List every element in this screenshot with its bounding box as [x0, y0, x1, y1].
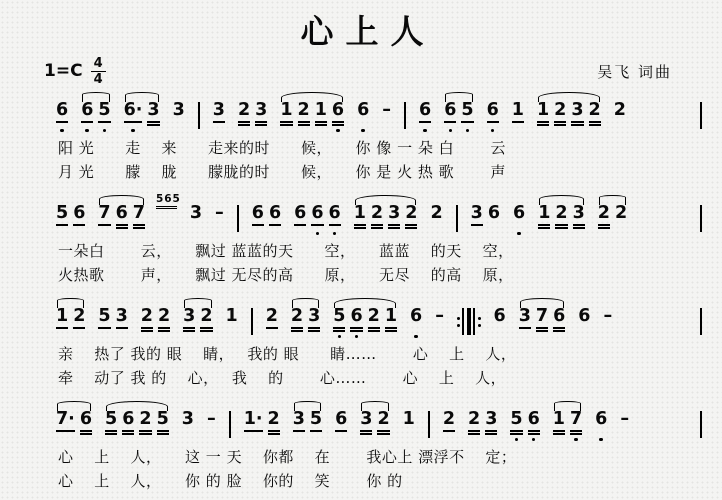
barline — [700, 205, 702, 232]
octave-dot — [333, 232, 337, 236]
slur-arc — [294, 401, 321, 411]
slur-arc — [334, 298, 396, 308]
octave-dot — [491, 129, 495, 133]
octave-dot — [532, 438, 536, 442]
note: 1· — [244, 410, 263, 441]
note: 5 — [98, 307, 110, 338]
note: 2 — [613, 100, 626, 120]
note: 6 — [311, 204, 323, 235]
octave-dot — [599, 438, 603, 442]
octave-dot — [414, 335, 418, 339]
octave-dot — [131, 129, 135, 133]
barline — [700, 102, 702, 129]
note: – — [215, 203, 224, 223]
octave-dot — [517, 232, 521, 236]
note: 7 — [536, 307, 548, 338]
note-group — [244, 399, 280, 441]
note: 3 — [183, 307, 195, 338]
note: – — [603, 306, 613, 326]
note: 1 — [553, 410, 565, 441]
note: 6 — [80, 410, 92, 441]
note: 2 — [468, 410, 480, 441]
note: 2 — [73, 307, 85, 338]
barline — [404, 102, 406, 129]
note-group — [598, 193, 627, 235]
key-tonic: 1=C — [44, 61, 83, 81]
octave-dot — [355, 335, 359, 339]
lyric-line: 牵 动了 我 的 心， 我 的 心…… 心 上 人， — [58, 368, 507, 387]
system — [56, 193, 706, 287]
slur-arc — [292, 298, 319, 308]
note-group — [335, 399, 347, 441]
system — [56, 296, 706, 390]
note-group — [173, 90, 185, 132]
octave-dot — [574, 438, 578, 442]
note: 6 — [493, 306, 506, 326]
note: 2 — [377, 410, 389, 441]
note-group — [98, 193, 145, 235]
note: 2 — [158, 307, 170, 338]
note: 6 — [350, 307, 362, 338]
note: 5 — [333, 307, 345, 338]
octave-dot — [85, 129, 89, 133]
note: 2 — [443, 410, 455, 441]
note: 3 — [485, 410, 497, 441]
note-group — [56, 296, 85, 338]
octave-dot — [336, 129, 340, 133]
note: 1 — [402, 409, 415, 429]
note-group — [56, 193, 85, 235]
note: 2 — [405, 204, 417, 235]
note: 6 — [122, 410, 134, 441]
note-group — [403, 399, 415, 441]
note-group — [419, 90, 431, 132]
note-group — [494, 296, 506, 338]
slur-arc — [184, 298, 211, 308]
note-group — [382, 90, 391, 132]
note: 6 — [578, 306, 591, 326]
note: 6 — [410, 307, 422, 338]
note: 6 — [487, 101, 499, 132]
note: 3 — [571, 101, 583, 132]
note: 2 — [298, 101, 310, 132]
note: 5 — [461, 101, 473, 132]
note-group — [124, 90, 160, 132]
note-group — [620, 399, 629, 441]
note-group — [512, 90, 524, 132]
lyric-line: 一朵白 云， 飘过 蓝蓝的天 空， 蓝蓝 的天 空， — [58, 242, 514, 260]
score — [12, 86, 712, 493]
note: 2 — [139, 410, 151, 441]
note: 6 — [444, 101, 456, 132]
note-group — [444, 90, 473, 132]
octave-dot — [466, 129, 470, 133]
meta-row — [12, 52, 712, 86]
barline — [198, 102, 200, 129]
key-signature — [44, 57, 106, 86]
note: 1 — [315, 101, 327, 132]
note: 6 — [513, 204, 525, 235]
note: 6 — [487, 203, 501, 223]
octave-dot — [361, 129, 365, 133]
note-group — [183, 296, 212, 338]
note: 2 — [589, 101, 601, 132]
note: 7· — [56, 410, 75, 441]
note-group — [98, 296, 127, 338]
slur-arc — [599, 195, 626, 205]
lyric-line: 心 上 人， 这 一 天 你都 在 我心上 漂浮不 定； — [58, 448, 517, 466]
note: 3 — [255, 101, 267, 132]
note: 1 — [225, 306, 238, 326]
note: 3 — [573, 204, 585, 235]
note: 2 — [291, 307, 303, 338]
note: 5 — [310, 410, 322, 441]
octave-dot — [103, 129, 107, 133]
note: 2 — [598, 204, 610, 235]
note-group — [294, 193, 341, 235]
barline — [237, 205, 239, 232]
note: 2 — [555, 204, 567, 235]
octave-dot — [316, 232, 320, 236]
note: 6 — [73, 204, 85, 235]
slur-arc — [57, 298, 84, 308]
lyric-line: 月 光 朦 胧 朦胧的时 候， 你 是 火 热 歌 声 — [58, 162, 506, 181]
note: 2 — [266, 307, 278, 338]
note-group — [266, 296, 278, 338]
note-group — [510, 399, 539, 441]
slur-arc — [281, 92, 343, 102]
note: 2 — [238, 101, 250, 132]
note-group — [537, 90, 601, 132]
note-group — [333, 296, 397, 338]
slur-arc — [538, 92, 600, 102]
note: 2 — [614, 203, 628, 223]
note-group — [519, 296, 566, 338]
note: 3 — [471, 204, 483, 235]
slur-arc — [125, 92, 159, 102]
note-group — [293, 399, 322, 441]
note: 6· — [124, 101, 143, 132]
note-group — [207, 399, 216, 441]
note-group — [215, 193, 224, 235]
note: 3 — [116, 307, 128, 338]
note: 6 — [332, 101, 344, 132]
note-group — [430, 193, 442, 235]
note: 7 — [98, 204, 110, 235]
note-group — [141, 296, 170, 338]
note: 6 — [56, 101, 68, 132]
barline — [428, 411, 430, 438]
note: 1 — [537, 101, 549, 132]
barline — [229, 411, 231, 438]
note-group — [538, 193, 585, 235]
note-group — [56, 399, 92, 441]
lyric-line: 阳 光 走 来 走来的时 候， 你 像 一 朵 白 云 — [58, 139, 506, 157]
slur-arc — [520, 298, 565, 308]
note-group — [291, 296, 320, 338]
note: – — [435, 306, 444, 326]
note-group — [357, 90, 369, 132]
note: 7 — [570, 410, 582, 441]
note-group — [226, 296, 238, 338]
notes-row — [56, 90, 706, 137]
note: 6 — [116, 204, 128, 235]
system — [56, 399, 706, 493]
note: 3 — [360, 410, 372, 441]
note-group — [56, 90, 68, 132]
note-group — [603, 296, 612, 338]
composer-credit: 吴飞 词曲 — [597, 62, 672, 81]
notes-row — [56, 193, 706, 240]
note: 6 — [269, 204, 281, 235]
slur-arc — [57, 401, 91, 411]
note: 3 — [172, 100, 185, 120]
note-group — [471, 193, 500, 235]
note: – — [382, 100, 392, 120]
note: – — [620, 409, 630, 429]
note-group — [360, 399, 389, 441]
meter-numerator: 4 — [91, 57, 106, 72]
note: 5 — [56, 204, 68, 235]
note: 2 — [268, 410, 280, 441]
note: 6 — [528, 410, 540, 441]
slur-arc — [554, 401, 581, 411]
note-group — [105, 399, 169, 441]
note: 1 — [538, 204, 550, 235]
note: 1 — [512, 101, 524, 132]
slur-arc — [106, 401, 168, 411]
slur-arc — [99, 195, 144, 205]
lyric-line: 心 上 人， 你 的 脸 你的 笑 你 的 — [58, 471, 403, 490]
note: 1 — [56, 307, 68, 338]
slur-arc — [82, 92, 109, 102]
note-group — [487, 90, 499, 132]
note: 2 — [430, 203, 443, 223]
note-group — [578, 296, 590, 338]
note: 2 — [368, 307, 380, 338]
note: 3 — [519, 307, 531, 338]
note: 5 — [157, 410, 169, 441]
slur-arc — [445, 92, 472, 102]
barline — [251, 308, 253, 335]
note-group — [410, 296, 422, 338]
note: 5 — [510, 410, 522, 441]
notes-row — [56, 399, 706, 446]
lyric-line: 火热歌 声， 飘过 无尽的高 原， 无尽 的高 原， — [58, 265, 514, 284]
note-group — [443, 399, 455, 441]
note-group — [468, 399, 497, 441]
note: 6 — [294, 204, 306, 235]
note: 6 — [419, 101, 431, 132]
note: 1 — [280, 101, 292, 132]
note-group — [81, 90, 110, 132]
notes-row — [56, 296, 706, 343]
slur-arc — [539, 195, 584, 205]
meter-denominator: 4 — [93, 71, 103, 87]
octave-dot — [515, 438, 519, 442]
note-group — [435, 296, 444, 338]
note: 3 — [213, 101, 225, 132]
octave-dot — [449, 129, 453, 133]
note-group — [213, 90, 225, 132]
note: 2 — [371, 204, 383, 235]
octave-dot — [338, 335, 342, 339]
note: 2 — [141, 307, 153, 338]
note: 3 — [189, 203, 203, 223]
grace-notes: 565 — [156, 193, 181, 209]
note-group — [238, 90, 267, 132]
note: 6 — [252, 204, 264, 235]
note-group — [280, 90, 344, 132]
lyric-line: 亲 热了 我的 眼 睛， 我的 眼 睛…… 心 上 人， — [58, 345, 517, 363]
note: 6 — [329, 204, 341, 235]
note: 3 — [388, 204, 400, 235]
note: 5 — [98, 101, 110, 132]
note: 1 — [385, 307, 397, 338]
note-group — [553, 399, 582, 441]
note-group — [595, 399, 607, 441]
barline — [700, 411, 702, 438]
note-group — [614, 90, 626, 132]
octave-dot — [60, 129, 64, 133]
barline — [456, 205, 458, 232]
note-group — [190, 193, 202, 235]
note: 6 — [335, 410, 347, 441]
note: 2 — [200, 307, 212, 338]
note: 6 — [553, 307, 565, 338]
note: 6 — [595, 410, 607, 441]
note: 3 — [181, 409, 194, 429]
barline — [700, 308, 702, 335]
note: 1 — [354, 204, 366, 235]
song-title: 心上人 — [300, 12, 436, 51]
note: 6 — [357, 101, 369, 132]
note: – — [206, 409, 216, 429]
note-group — [252, 193, 281, 235]
note-group — [182, 399, 194, 441]
note: 5 — [105, 410, 117, 441]
slur-arc — [355, 195, 417, 205]
note-group — [513, 193, 525, 235]
note: 7 — [133, 204, 145, 235]
octave-dot — [423, 129, 427, 133]
slur-arc — [361, 401, 388, 411]
time-signature — [91, 57, 106, 86]
note-group — [354, 193, 418, 235]
note: 3 — [293, 410, 305, 441]
repeat-barline — [457, 308, 481, 335]
note: 3 — [147, 101, 159, 132]
note: 6 — [81, 101, 93, 132]
note: 3 — [308, 307, 320, 338]
system — [56, 90, 706, 184]
note: 2 — [554, 101, 566, 132]
